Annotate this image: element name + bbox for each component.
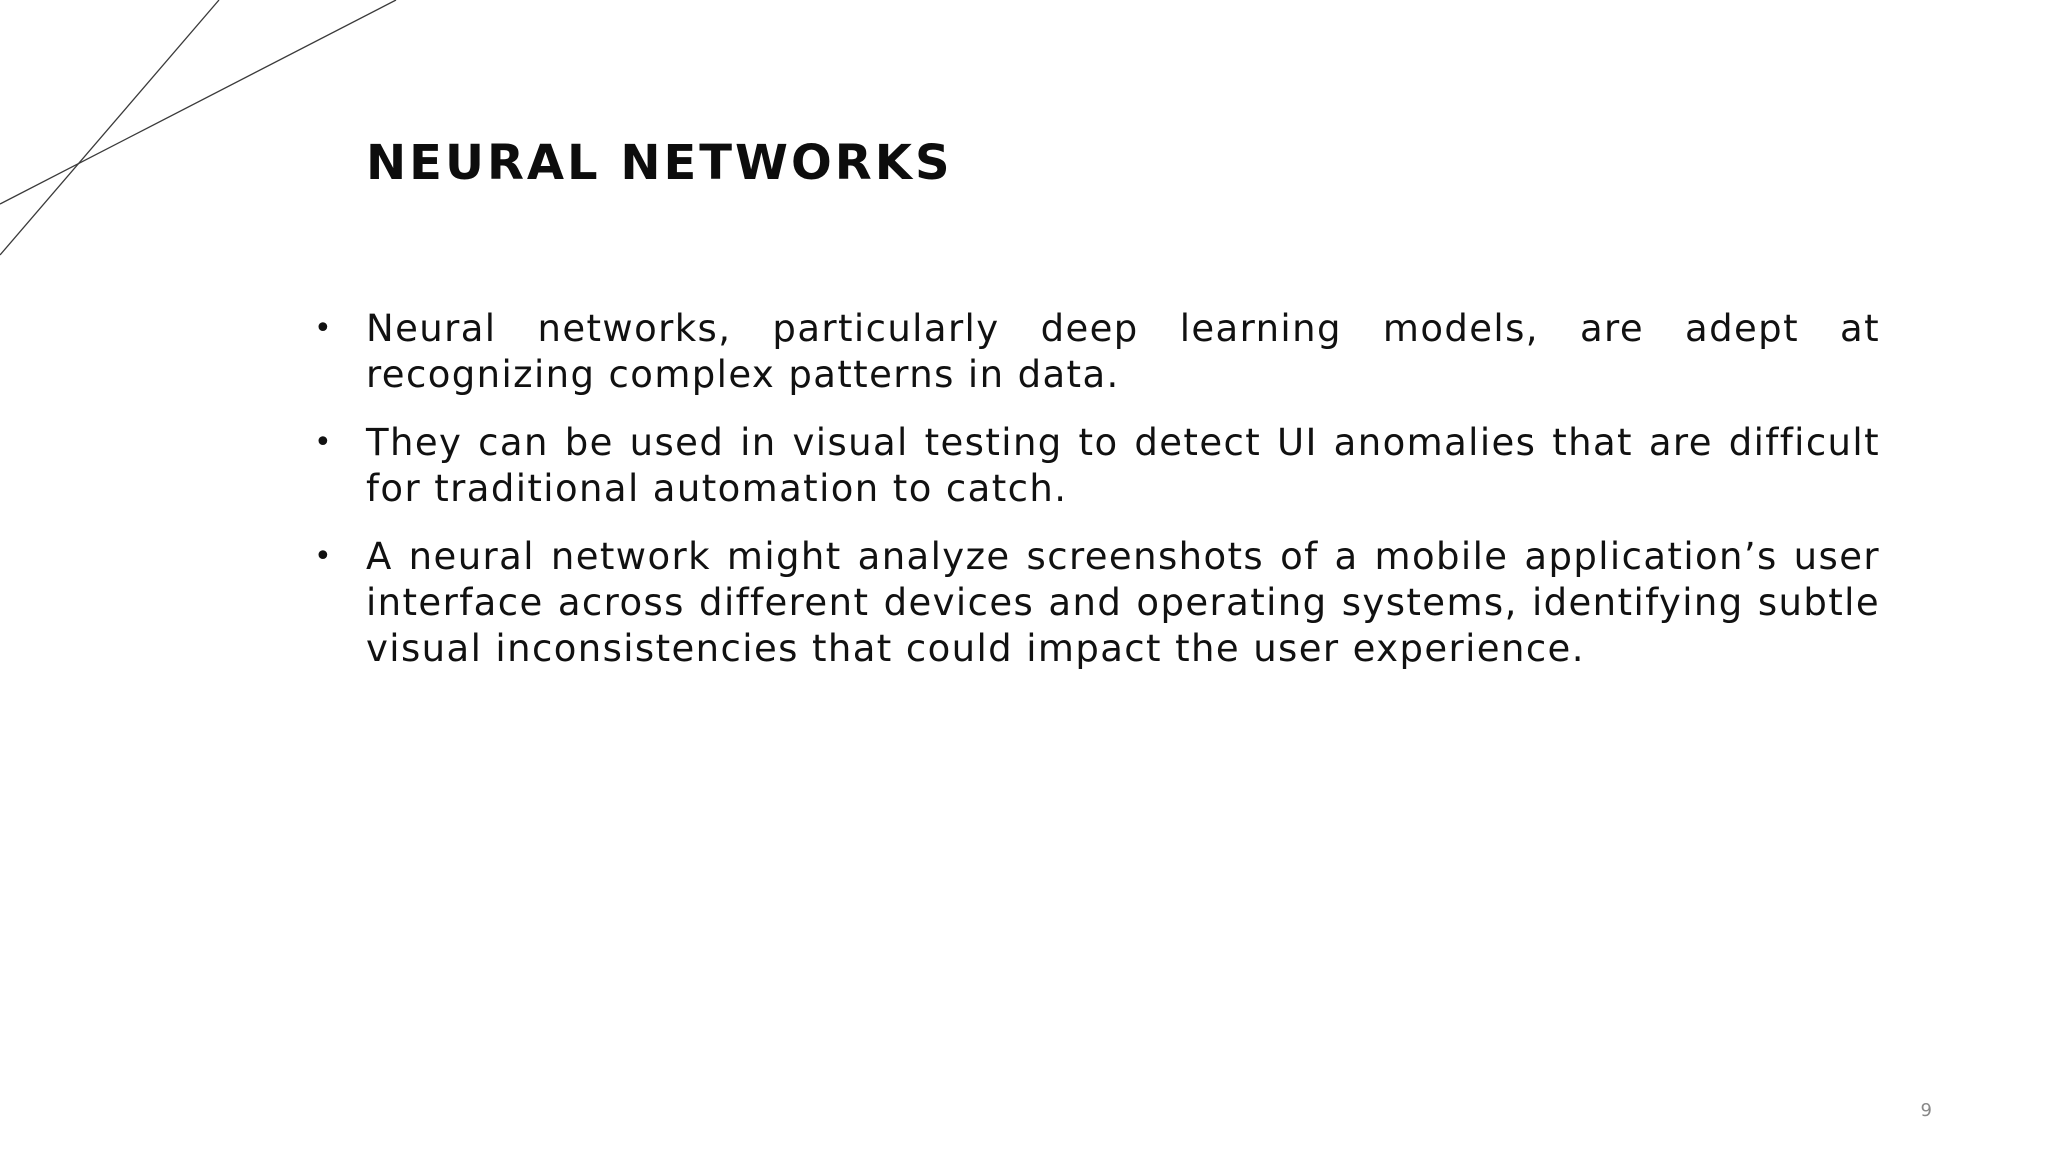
- bullet-text: They can be used in visual testing to detect UI anomalies that are difficult for traditional automation to catch.: [366, 421, 1880, 510]
- slide-title: NEURAL NETWORKS: [366, 135, 953, 191]
- bullet-marker: •: [314, 311, 334, 346]
- bullet-item: [312, 306, 1880, 398]
- bullet-marker: •: [314, 539, 334, 574]
- bullet-marker: •: [314, 425, 334, 460]
- bullet-item: [312, 534, 1880, 672]
- decorative-lines: [0, 0, 420, 270]
- bullet-item: [312, 420, 1880, 512]
- bullet-list: [312, 306, 1880, 694]
- page-number: 9: [1920, 1100, 1932, 1121]
- decorative-line-steep: [0, 0, 219, 255]
- bullet-text: Neural networks, particularly deep learning models, are adept at recognizing complex patterns in data.: [366, 307, 1880, 396]
- bullet-text: A neural network might analyze screenshots of a mobile application’s user interface across different devices and operating systems, identifying subtle visual inconsistencies that could impact the user experience.: [366, 535, 1880, 670]
- decorative-line-shallow: [0, 0, 396, 204]
